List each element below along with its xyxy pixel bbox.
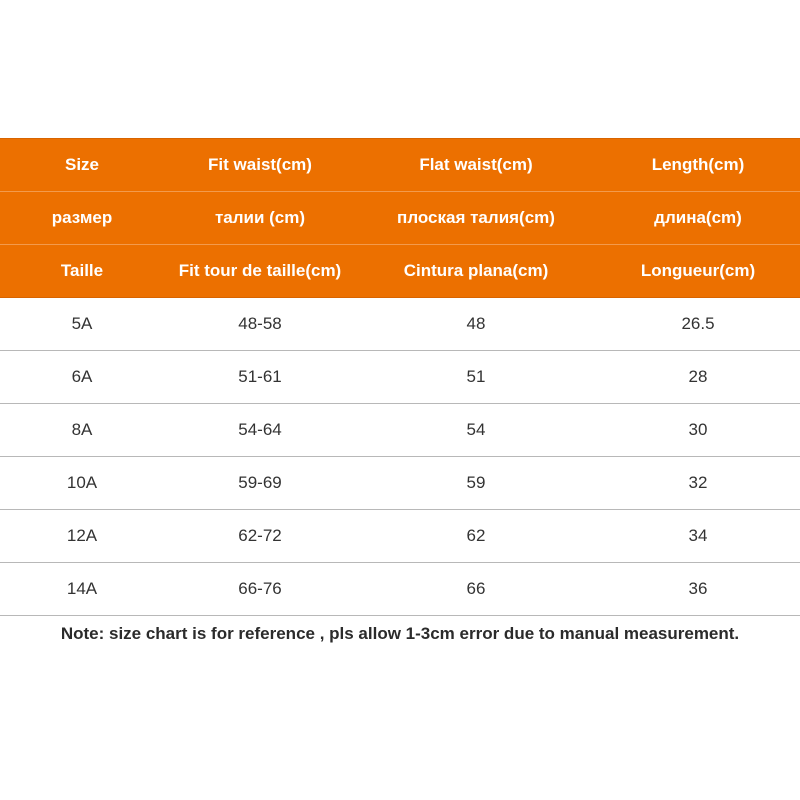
header-cell-flat-waist: Flat waist(cm): [419, 155, 533, 174]
header-row-english: [0, 139, 800, 192]
cell-size: 10A: [66, 473, 98, 492]
header-row-french: [0, 245, 800, 298]
table-row: [0, 298, 800, 351]
header-cell-size: Taille: [60, 261, 104, 280]
cell-flat-waist: 54: [466, 420, 486, 439]
cell-flat-waist: 59: [466, 473, 486, 492]
table-row: [0, 457, 800, 510]
cell-size: 12A: [66, 526, 98, 545]
header-cell-length: длина(cm): [654, 208, 742, 227]
table-row: [0, 510, 800, 563]
table-row: [0, 351, 800, 404]
table-row: [0, 563, 800, 616]
size-chart-table: [0, 138, 800, 616]
cell-size: 5A: [71, 314, 93, 333]
cell-length: 34: [688, 526, 708, 545]
cell-length: 36: [688, 579, 708, 598]
cell-fit-waist: 48-58: [238, 314, 282, 333]
header-cell-fit-waist: талии (cm): [214, 208, 306, 227]
cell-size: 14A: [66, 579, 98, 598]
header-cell-fit-waist: Fit waist(cm): [208, 155, 312, 174]
header-cell-flat-waist: плоская талия(cm): [397, 208, 555, 227]
header-cell-size: размер: [51, 208, 113, 227]
cell-fit-waist: 62-72: [238, 526, 282, 545]
cell-length: 28: [688, 367, 708, 386]
cell-fit-waist: 59-69: [238, 473, 282, 492]
header-cell-fit-waist: Fit tour de taille(cm): [178, 261, 342, 280]
cell-flat-waist: 51: [466, 367, 486, 386]
cell-fit-waist: 66-76: [238, 579, 282, 598]
header-cell-length: Length(cm): [651, 155, 745, 174]
header-row-russian: [0, 192, 800, 245]
cell-size: 8A: [71, 420, 93, 439]
header-cell-flat-waist: Cintura plana(cm): [403, 261, 549, 280]
cell-fit-waist: 54-64: [238, 420, 282, 439]
cell-flat-waist: 62: [466, 526, 486, 545]
cell-size: 6A: [71, 367, 93, 386]
cell-flat-waist: 66: [466, 579, 486, 598]
cell-fit-waist: 51-61: [238, 367, 282, 386]
table-row: [0, 404, 800, 457]
measurement-note: Note: size chart is for reference , pls allow 1-3cm error due to manual measurement.: [60, 624, 740, 643]
cell-length: 30: [688, 420, 708, 439]
table-header: [0, 138, 800, 298]
cell-length: 26.5: [681, 314, 715, 333]
cell-flat-waist: 48: [466, 314, 486, 333]
cell-length: 32: [688, 473, 708, 492]
header-cell-size: Size: [64, 155, 100, 174]
header-cell-length: Longueur(cm): [640, 261, 756, 280]
